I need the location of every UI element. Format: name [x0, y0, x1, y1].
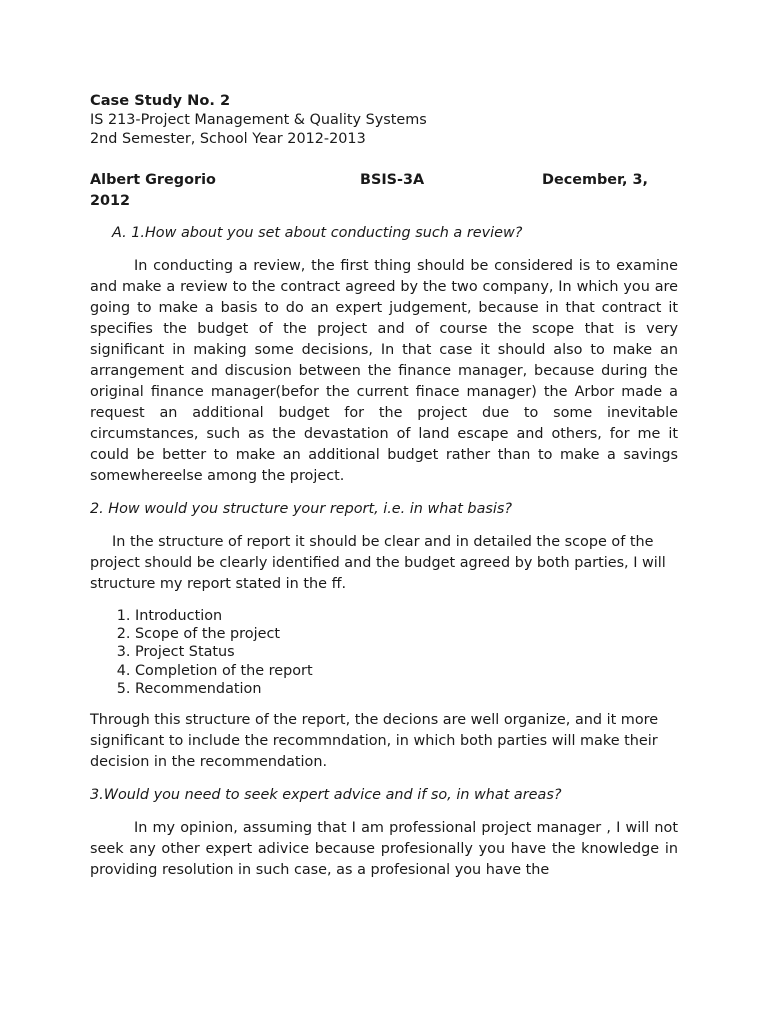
document-page — [90, 91, 678, 881]
author-name: Albert Gregorio — [90, 172, 216, 188]
course-line: IS 213-Project Management & Quality Systems — [90, 112, 427, 128]
question-1: A. 1.How about you set about conducting such a review? — [112, 225, 523, 241]
answer-1: In conducting a review, the first thing should be considered is to examine and make a review to the contract agreed by the two company, In which you are going to make a basis to do an expert judgement, because in that contract it specifies the budget of the project and of course the scope that is very significant in making some decisions, In that case it should also to make an arrangement and discusion between the finance manager, because during the original finance manager(befor the current finace manager) the Arbor made a request an additional budget for the project due to some inevitable circumstances, such as the devastation of land escape and others, for me it could be better to make an additional budget rather than to make a savings somewhereelse among the project. — [90, 258, 678, 484]
list-item: 3. Project Status — [135, 643, 678, 661]
question-3: 3.Would you need to seek expert advice and if so, in what areas? — [90, 787, 562, 804]
list-item: 4. Completion of the report — [135, 662, 678, 680]
submission-date: December, 3, — [542, 172, 648, 188]
author-info — [90, 170, 678, 212]
list-item: 2. Scope of the project — [135, 625, 678, 643]
answer-3: In my opinion, assuming that I am professional project manager , I will not seek any other expert adivice because profesionally you have the knowledge in providing resolution in such case, as a profesional you have the — [90, 820, 678, 879]
semester-line: 2nd Semester, School Year 2012-2013 — [90, 131, 366, 147]
list-item: 1. Introduction — [135, 607, 678, 625]
answer-2-intro: In the structure of report it should be clear and in detailed the scope of the project should be clearly identified and the budget agreed by both parties, I will structure my report stated in the ff. — [90, 534, 666, 592]
list-item: 5. Recommendation — [135, 680, 678, 698]
author-section: BSIS-3A — [360, 172, 425, 188]
report-structure-list — [90, 607, 678, 698]
answer-2-conclusion: Through this structure of the report, the decions are well organize, and it more significant to include the recommndation, in which both parties will make their decision in the recommendation. — [90, 712, 659, 771]
question-2: 2. How would you structure your report, i.e. in what basis? — [90, 501, 513, 517]
submission-year: 2012 — [90, 193, 131, 209]
document-title: Case Study No. 2 — [90, 92, 231, 109]
